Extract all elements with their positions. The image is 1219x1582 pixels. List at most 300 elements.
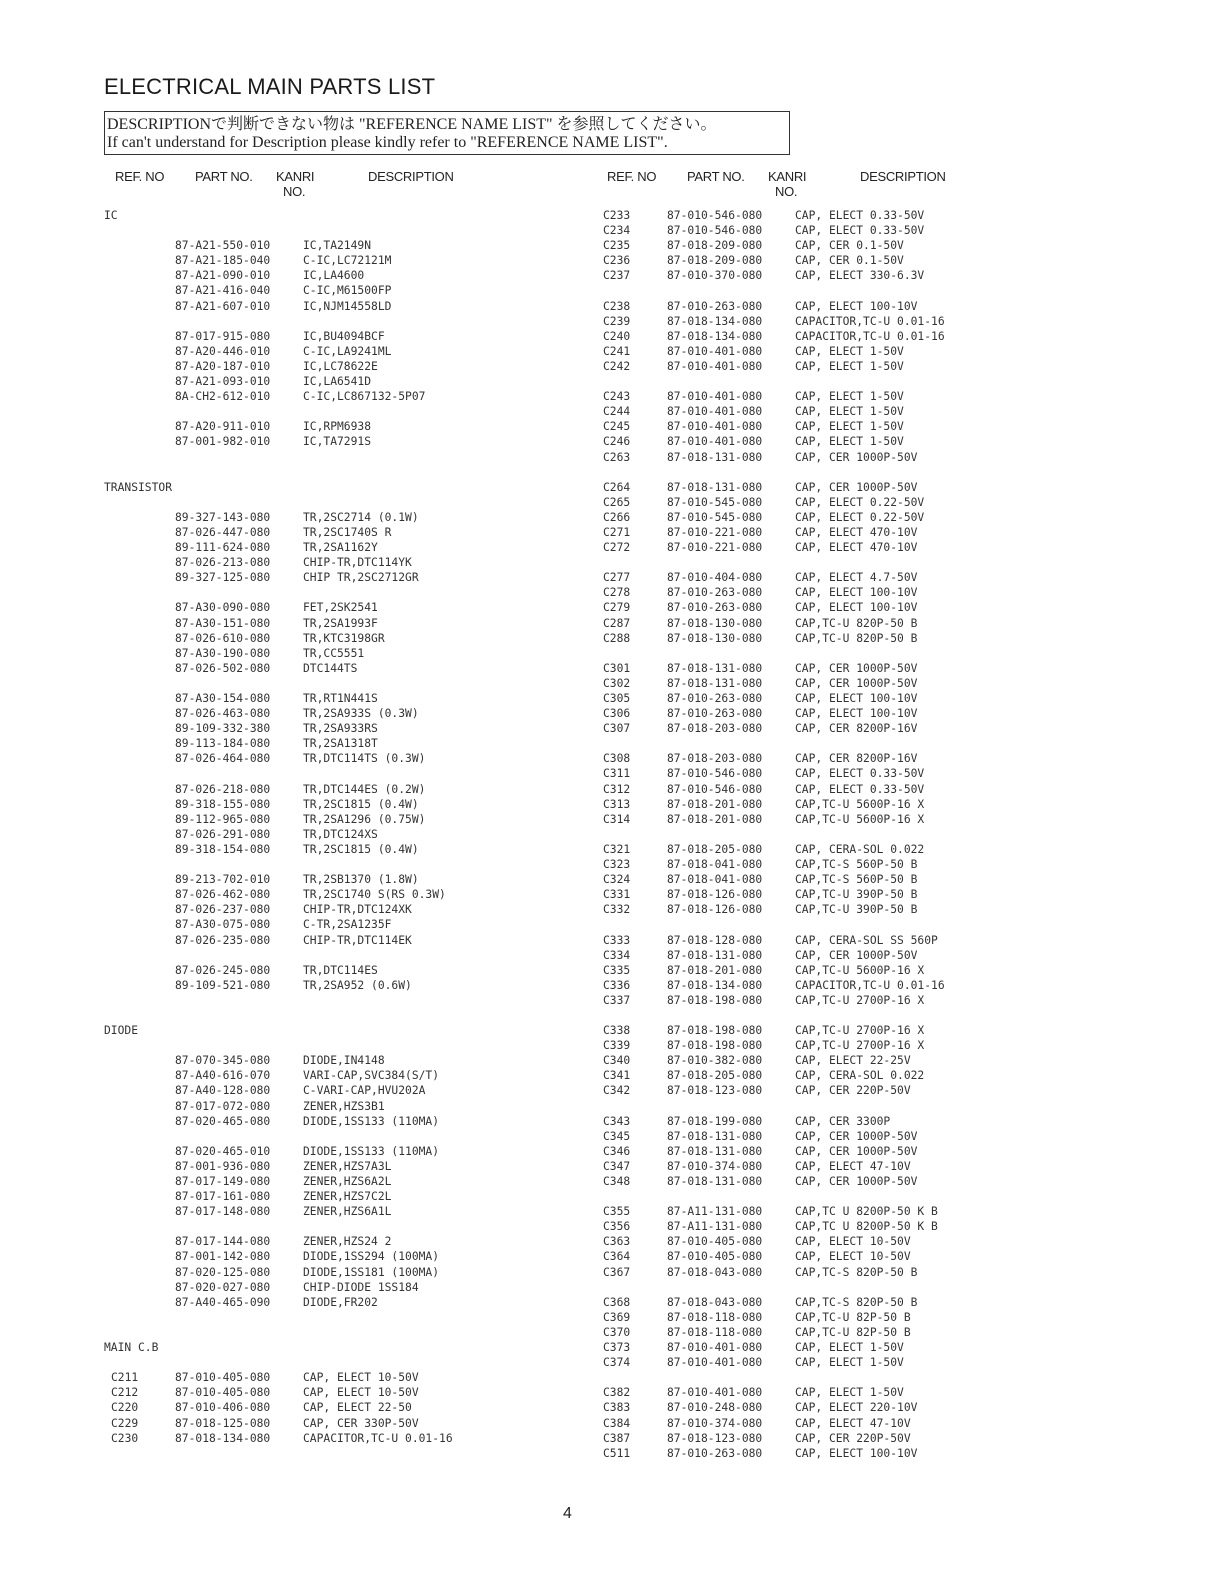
table-row: [104, 963, 574, 978]
part-no: 87-018-041-080: [667, 858, 763, 872]
part-no: 87-018-123-080: [667, 1431, 763, 1445]
ref-no: C314: [603, 812, 631, 826]
table-row: [104, 1265, 574, 1280]
part-no: 87-018-209-080: [667, 239, 763, 253]
description: TR,2SC1815 (0.4W): [303, 797, 419, 811]
ref-no: C229: [111, 1416, 139, 1430]
description: FET,2SK2541: [303, 601, 378, 615]
table-row: [603, 933, 983, 948]
description: CAP, ELECT 100-10V: [795, 692, 918, 705]
table-row: [603, 344, 983, 359]
description: TR,2SA952 (0.6W): [303, 978, 412, 992]
table-row: [104, 510, 574, 525]
table-row: [603, 1023, 983, 1038]
table-row: [104, 1114, 574, 1129]
description: CAP, ELECT 470-10V: [795, 525, 918, 539]
header-kanri-no: NO.: [283, 184, 306, 199]
table-row: [603, 1416, 983, 1431]
table-row: [603, 1114, 983, 1129]
part-no: 87-001-982-010: [175, 435, 271, 449]
ref-no: C242: [603, 359, 631, 373]
part-no: 87-010-405-080: [667, 1250, 763, 1264]
spacer: [603, 1370, 983, 1385]
ref-no: C370: [603, 1325, 631, 1339]
part-no: 87-A21-416-040: [175, 284, 271, 298]
part-no: 87-A40-616-070: [175, 1069, 271, 1083]
part-no: 87-018-043-080: [667, 1265, 763, 1279]
table-row: [603, 1295, 983, 1310]
table-row: [603, 857, 983, 872]
part-no: 87-018-134-080: [667, 329, 763, 343]
table-row: [104, 933, 574, 948]
ref-no: C339: [603, 1039, 631, 1053]
table-row: [104, 978, 574, 993]
table-row: [603, 434, 983, 449]
description: CAP, ELECT 10-50V: [795, 1250, 911, 1264]
table-row: [603, 1249, 983, 1264]
ref-no: C333: [603, 933, 631, 947]
part-no: 87-018-134-080: [667, 978, 763, 992]
table-row: [104, 540, 574, 555]
description: TR,DTC114ES: [303, 963, 378, 977]
description: CAPACITOR,TC-U 0.01-16: [795, 329, 945, 343]
part-no: 87-018-123-080: [667, 1084, 763, 1098]
ref-no: C311: [603, 767, 631, 781]
table-row: [603, 389, 983, 404]
description: CAP, ELECT 4.7-50V: [795, 571, 918, 585]
spacer: [104, 585, 574, 600]
table-row: [104, 1370, 574, 1385]
description: IC,TA2149N: [303, 239, 372, 253]
part-no: 89-213-702-010: [175, 873, 271, 887]
description: CAP, ELECT 0.33-50V: [795, 767, 925, 781]
description: DIODE,1SS294 (100MA): [303, 1250, 440, 1264]
part-no: 87-010-405-080: [175, 1386, 271, 1400]
description: ZENER,HZS3B1: [303, 1099, 385, 1113]
part-no: 87-018-131-080: [667, 948, 763, 962]
table-row: [603, 948, 983, 963]
table-row: [104, 872, 574, 887]
table-row: [104, 751, 574, 766]
table-row: [603, 1174, 983, 1189]
ref-no: C335: [603, 963, 631, 977]
part-no: 87-018-134-080: [175, 1431, 271, 1445]
part-no: 87-A21-185-040: [175, 254, 271, 268]
table-row: [603, 1310, 983, 1325]
table-row: [104, 661, 574, 676]
ref-no: C373: [603, 1341, 631, 1355]
description: CAP, CER 1000P-50V: [795, 661, 918, 675]
description: TR,DTC144ES (0.2W): [303, 782, 426, 796]
table-row: [603, 1204, 983, 1219]
description: IC,NJM14558LD: [303, 299, 392, 313]
description: DIODE,1SS133 (110MA): [303, 1114, 440, 1128]
header-ref-no: REF. NO: [115, 169, 165, 184]
description: CAP, CER 220P-50V: [795, 1084, 911, 1098]
ref-no: C337: [603, 993, 631, 1007]
description: TR,CC5551: [303, 646, 365, 660]
description: CAP, CER 1000P-50V: [795, 1175, 918, 1188]
description: TR,2SA1993F: [303, 616, 378, 630]
description: C-IC,M61500FP: [303, 284, 392, 298]
part-no: 87-018-198-080: [667, 1024, 763, 1038]
part-no: 89-113-184-080: [175, 737, 271, 751]
table-row: [104, 389, 574, 404]
header-kanri: KANRI: [768, 169, 807, 184]
ref-no: C233: [603, 209, 631, 222]
table-row: [603, 450, 983, 465]
description: ZENER,HZS24 2: [303, 1235, 392, 1249]
description: CAP,TC-U 5600P-16 X: [795, 812, 925, 826]
ref-no: C265: [603, 495, 631, 509]
spacer: [603, 555, 983, 570]
table-row: [603, 1446, 983, 1461]
ref-no: C264: [603, 480, 631, 494]
part-no: 87-018-131-080: [667, 1175, 763, 1188]
part-no: 89-318-154-080: [175, 842, 271, 856]
spacer: [603, 736, 983, 751]
description: CAP, CER 0.1-50V: [795, 254, 904, 268]
table-row: [603, 299, 983, 314]
table-row: [104, 1416, 574, 1431]
description: DIODE,IN4148: [303, 1054, 385, 1068]
description: ZENER,HZS7A3L: [303, 1159, 392, 1173]
table-row: [603, 797, 983, 812]
ref-no: C306: [603, 707, 631, 721]
part-no: 87-010-221-080: [667, 541, 763, 555]
spacer: [104, 223, 574, 238]
part-no: 87-010-545-080: [667, 510, 763, 524]
reference-notice: [104, 111, 790, 155]
description: ZENER,HZS6A2L: [303, 1175, 392, 1188]
table-row: [603, 782, 983, 797]
part-no: 87-026-218-080: [175, 782, 271, 796]
description: C-TR,2SA1235F: [303, 918, 392, 932]
description: CAP,TC U 8200P-50 K B: [795, 1205, 938, 1219]
table-row: [104, 706, 574, 721]
part-no: 87-070-345-080: [175, 1054, 271, 1068]
ref-no: C324: [603, 873, 631, 887]
section-heading: DIODE: [104, 1024, 139, 1038]
table-row: [603, 676, 983, 691]
ref-no: C341: [603, 1069, 631, 1083]
table-row: [603, 842, 983, 857]
table-row: [104, 1400, 574, 1415]
part-no: 87-018-209-080: [667, 254, 763, 268]
table-row: [603, 495, 983, 510]
ref-no: C367: [603, 1265, 631, 1279]
table-row: [603, 1144, 983, 1159]
ref-no: C383: [603, 1401, 631, 1415]
header-description: DESCRIPTION: [368, 169, 454, 184]
table-row: [603, 1325, 983, 1340]
part-no: 87-026-237-080: [175, 903, 271, 917]
part-no: 87-A21-093-010: [175, 375, 271, 389]
part-no: 87-018-203-080: [667, 722, 763, 736]
description: CAP, CER 220P-50V: [795, 1431, 911, 1445]
table-row: [603, 238, 983, 253]
section-heading: TRANSISTOR: [104, 480, 173, 494]
description: CAP,TC-U 5600P-16 X: [795, 963, 925, 977]
ref-no: C239: [603, 314, 631, 328]
part-no: 87-018-131-080: [667, 1129, 763, 1143]
part-no: 87-018-131-080: [667, 1144, 763, 1158]
ref-no: C346: [603, 1144, 631, 1158]
spacer: [603, 1099, 983, 1114]
table-row: [104, 1174, 574, 1189]
table-row: [104, 842, 574, 857]
table-row: [104, 1189, 574, 1204]
description: CAP, CERA-SOL 0.022: [795, 1069, 925, 1083]
part-no: 87-A21-090-010: [175, 269, 271, 283]
part-no: 87-A30-154-080: [175, 692, 271, 705]
part-no: 87-A40-128-080: [175, 1084, 271, 1098]
part-no: 87-020-465-080: [175, 1114, 271, 1128]
part-no: 87-A20-911-010: [175, 420, 271, 434]
part-no: 87-020-125-080: [175, 1265, 271, 1279]
table-row: [104, 299, 574, 314]
description: TR,2SA1162Y: [303, 541, 378, 555]
part-no: 89-327-125-080: [175, 571, 271, 585]
table-row: [104, 797, 574, 812]
description: CAP, ELECT 0.22-50V: [795, 510, 925, 524]
description: TR,2SC2714 (0.1W): [303, 510, 419, 524]
part-no: 87-018-203-080: [667, 752, 763, 766]
spacer: [104, 857, 574, 872]
part-no: 87-017-072-080: [175, 1099, 271, 1113]
description: TR,DTC124XS: [303, 827, 378, 841]
header-description: DESCRIPTION: [860, 169, 946, 184]
description: CAP, ELECT 330-6.3V: [795, 269, 925, 283]
ref-no: C382: [603, 1386, 631, 1400]
table-row: [104, 268, 574, 283]
ref-no: C348: [603, 1175, 631, 1188]
part-no: 87-010-545-080: [667, 495, 763, 509]
table-row: [104, 359, 574, 374]
table-row: [603, 1385, 983, 1400]
description: CAP, ELECT 100-10V: [795, 586, 918, 600]
table-row: [603, 1219, 983, 1234]
spacer: [104, 1038, 574, 1053]
description: CAP, ELECT 100-10V: [795, 601, 918, 615]
description: CAP, ELECT 1-50V: [795, 435, 904, 449]
ref-no: C364: [603, 1250, 631, 1264]
spacer: [104, 1355, 574, 1370]
table-row: [104, 1280, 574, 1295]
table-row: [603, 616, 983, 631]
description: IC,TA7291S: [303, 435, 372, 449]
spacer: [104, 1310, 574, 1325]
description: CAP, CER 8200P-16V: [795, 752, 918, 766]
description: CAP, ELECT 10-50V: [795, 1235, 911, 1249]
ref-no: C369: [603, 1310, 631, 1324]
spacer: [104, 993, 574, 1008]
ref-no: C307: [603, 722, 631, 736]
description: CAP,TC-U 2700P-16 X: [795, 1024, 925, 1038]
ref-no: C345: [603, 1129, 631, 1143]
part-no: 87-018-041-080: [667, 873, 763, 887]
part-no: 87-026-291-080: [175, 827, 271, 841]
table-row: [104, 1204, 574, 1219]
part-no: 8A-CH2-612-010: [175, 390, 271, 404]
description: C-IC,LC867132-5P07: [303, 390, 426, 404]
part-no: 87-018-205-080: [667, 842, 763, 856]
table-row: [603, 223, 983, 238]
part-no: 87-A30-090-080: [175, 601, 271, 615]
description: TR,2SA1318T: [303, 737, 378, 751]
spacer: [104, 404, 574, 419]
part-no: 87-010-546-080: [667, 782, 763, 796]
part-no: 87-010-401-080: [667, 1356, 763, 1370]
ref-no: C220: [111, 1401, 139, 1415]
description: DTC144TS: [303, 661, 358, 675]
ref-no: C230: [111, 1431, 139, 1445]
table-row: [104, 344, 574, 359]
part-no: 89-318-155-080: [175, 797, 271, 811]
description: TR,2SC1740 S(RS 0.3W): [303, 888, 446, 902]
part-no: 87-018-201-080: [667, 797, 763, 811]
table-row: [603, 963, 983, 978]
part-no: 87-017-161-080: [175, 1190, 271, 1204]
description: TR,2SB1370 (1.8W): [303, 873, 419, 887]
ref-no: C301: [603, 661, 631, 675]
description: CAP, ELECT 0.22-50V: [795, 495, 925, 509]
table-row: [104, 1431, 574, 1446]
ref-no: C240: [603, 329, 631, 343]
part-no: 87-018-199-080: [667, 1114, 763, 1128]
spacer: [104, 450, 574, 465]
description: CAP,TC-U 2700P-16 X: [795, 1039, 925, 1053]
ref-no: C338: [603, 1024, 631, 1038]
description: CAP,TC-U 82P-50 B: [795, 1325, 911, 1339]
table-row: [603, 419, 983, 434]
description: IC,LC78622E: [303, 359, 378, 373]
table-row: [603, 1431, 983, 1446]
part-no: 87-010-401-080: [667, 420, 763, 434]
ref-no: C321: [603, 842, 631, 856]
part-no: 87-026-235-080: [175, 933, 271, 947]
description: CAP, CER 1000P-50V: [795, 676, 918, 690]
notice-line-japanese: DESCRIPTIONで判断できない物は "REFERENCE NAME LIST" を参照してください。: [107, 116, 717, 133]
description: CAP, CER 3300P: [795, 1114, 891, 1128]
part-no: 87-A11-131-080: [667, 1220, 763, 1234]
description: CAP, CER 1000P-50V: [795, 1144, 918, 1158]
table-row: [104, 1385, 574, 1400]
spacer: [104, 1129, 574, 1144]
table-row: [603, 510, 983, 525]
description: CAP, ELECT 100-10V: [795, 299, 918, 313]
part-no: 87-018-130-080: [667, 616, 763, 630]
description: CAP,TC U 8200P-50 K B: [795, 1220, 938, 1234]
description: CAP, CER 1000P-50V: [795, 1129, 918, 1143]
description: CAP, ELECT 1-50V: [795, 390, 904, 404]
description: CAP, ELECT 10-50V: [303, 1371, 419, 1385]
table-row: [603, 631, 983, 646]
ref-no: C363: [603, 1235, 631, 1249]
table-row: [104, 1099, 574, 1114]
description: CAP,TC-S 560P-50 B: [795, 858, 918, 872]
table-row: [603, 1355, 983, 1370]
part-no: 87-026-610-080: [175, 631, 271, 645]
table-row: [104, 1295, 574, 1310]
table-row: [104, 827, 574, 842]
description: CAPACITOR,TC-U 0.01-16: [795, 978, 945, 992]
spacer: [603, 917, 983, 932]
part-no: 87-018-126-080: [667, 903, 763, 917]
description: CAP, CERA-SOL SS 560P: [795, 933, 938, 947]
part-no: 87-018-131-080: [667, 661, 763, 675]
part-no: 87-017-148-080: [175, 1205, 271, 1219]
ref-no: C387: [603, 1431, 631, 1445]
description: CAP,TC-S 820P-50 B: [795, 1295, 918, 1309]
table-row: [603, 887, 983, 902]
header-ref-no: REF. NO: [607, 169, 657, 184]
spacer: [104, 465, 574, 480]
part-no: 87-010-263-080: [667, 601, 763, 615]
description: IC,BU4094BCF: [303, 329, 385, 343]
table-row: [104, 329, 574, 344]
table-row: [603, 540, 983, 555]
part-no: 87-010-404-080: [667, 571, 763, 585]
ref-no: C246: [603, 435, 631, 449]
description: TR,DTC114TS (0.3W): [303, 752, 426, 766]
table-row: [104, 525, 574, 540]
part-no: 87-018-118-080: [667, 1325, 763, 1339]
description: IC,LA4600: [303, 269, 365, 283]
description: CAP, ELECT 1-50V: [795, 1356, 904, 1370]
description: CAP,TC-U 820P-50 B: [795, 631, 918, 645]
description: CAP, ELECT 22-25V: [795, 1054, 911, 1068]
part-no: 87-A40-465-090: [175, 1295, 271, 1309]
table-row: [603, 978, 983, 993]
ref-no: C263: [603, 450, 631, 464]
part-no: 87-010-263-080: [667, 1446, 763, 1460]
table-row: [603, 525, 983, 540]
notice-line-english: If can't understand for Description please kindly refer to "REFERENCE NAME LIST".: [107, 134, 668, 151]
description: CAP,TC-S 820P-50 B: [795, 1265, 918, 1279]
part-no: 87-010-263-080: [667, 299, 763, 313]
spacer: [603, 465, 983, 480]
part-no: 87-010-546-080: [667, 209, 763, 222]
spacer: [104, 948, 574, 963]
part-no: 87-017-144-080: [175, 1235, 271, 1249]
part-no: 87-018-131-080: [667, 676, 763, 690]
part-no: 89-109-332-380: [175, 722, 271, 736]
ref-no: C234: [603, 224, 631, 238]
ref-no: C278: [603, 586, 631, 600]
part-no: 87-A21-550-010: [175, 239, 271, 253]
table-row: [603, 253, 983, 268]
spacer: [603, 1008, 983, 1023]
table-row: [603, 1265, 983, 1280]
part-no: 87-018-118-080: [667, 1310, 763, 1324]
table-row: [603, 1340, 983, 1355]
part-no: 87-010-263-080: [667, 692, 763, 705]
ref-no: C342: [603, 1084, 631, 1098]
description: CAP, CER 0.1-50V: [795, 239, 904, 253]
description: IC,LA6541D: [303, 375, 372, 389]
description: CAP, ELECT 0.33-50V: [795, 224, 925, 238]
ref-no: C241: [603, 344, 631, 358]
part-no: 87-018-198-080: [667, 993, 763, 1007]
part-no: 87-010-546-080: [667, 224, 763, 238]
section-heading: IC: [104, 209, 118, 222]
part-no: 87-A20-446-010: [175, 344, 271, 358]
part-no: 87-018-126-080: [667, 888, 763, 902]
description: VARI-CAP,SVC384(S/T): [303, 1069, 440, 1083]
table-row: [603, 751, 983, 766]
table-row: [603, 570, 983, 585]
